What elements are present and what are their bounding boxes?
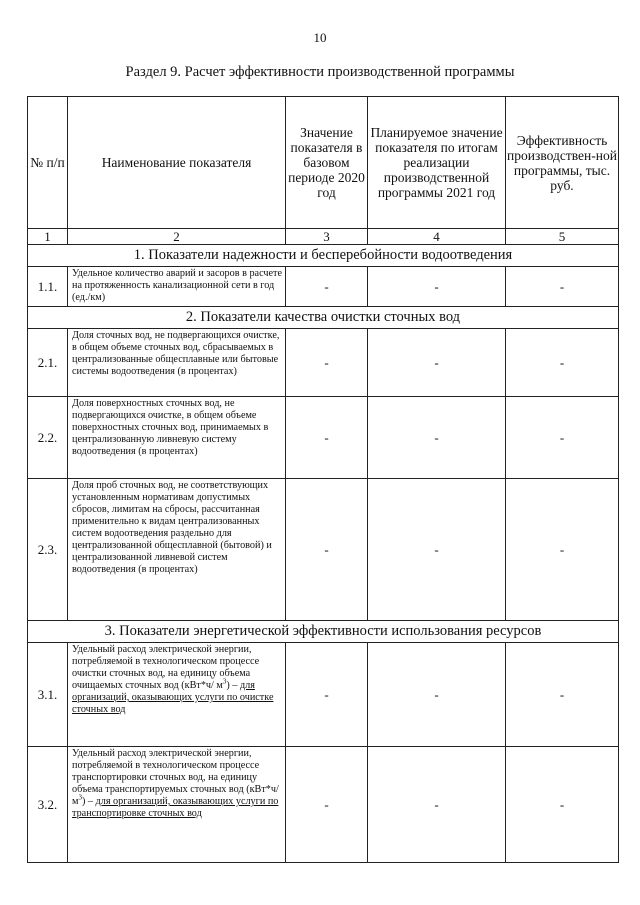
table-row [28, 479, 619, 621]
column-number: 3 [286, 229, 368, 245]
planned-value: - [368, 643, 506, 747]
column-number: 5 [506, 229, 619, 245]
section-heading-row [28, 621, 619, 643]
header-efficiency: Эффективность производствен-ной программы, тыс. руб. [506, 97, 619, 229]
indicator-name: Доля поверхностных сточных вод, не подвергающихся очистке, в общем объеме поверхностных сточных вод, принимаемых в централизованную ливневую систему водоотведения (в процентах) [68, 397, 286, 479]
row-number: 1.1. [28, 267, 68, 307]
planned-value: - [368, 267, 506, 307]
efficiency-value: - [506, 397, 619, 479]
row-number: 2.1. [28, 329, 68, 397]
base-value: - [286, 747, 368, 863]
efficiency-value: - [506, 479, 619, 621]
table-row [28, 267, 619, 307]
indicator-name: Доля проб сточных вод, не соответствующих установленным нормативам допустимых сбросов, лимитам на сбросы, рассчитанная применительно к видам централизованных систем водоотведения раздельно для централизованной общесплавной (бытовой) и централизованной ливневой систем водоотведения (в процентах) [68, 479, 286, 621]
efficiency-table [27, 96, 619, 863]
base-value: - [286, 329, 368, 397]
row-number: 2.3. [28, 479, 68, 621]
table-row [28, 643, 619, 747]
efficiency-value: - [506, 267, 619, 307]
indicator-text: Удельный расход электрической энергии, потребляемой в технологическом процессе транспортировки сточных вод, на единицу объема транспортируемых сточных вод (кВт*ч/ м [72, 748, 279, 807]
page-number: 10 [313, 30, 327, 45]
section-title: Раздел 9. Расчет эффективности производственной программы [125, 64, 515, 80]
column-number-row [28, 229, 619, 245]
efficiency-value: - [506, 329, 619, 397]
indicator-name [68, 747, 286, 863]
indicator-name: Доля сточных вод, не подвергающихся очистке, в общем объеме сточных вод, сбрасываемых в централизованные общесплавные или бытовые системы водоотведения (в процентах) [68, 329, 286, 397]
planned-value: - [368, 397, 506, 479]
base-value: - [286, 267, 368, 307]
base-value: - [286, 643, 368, 747]
efficiency-value: - [506, 747, 619, 863]
efficiency-value: - [506, 643, 619, 747]
base-value: - [286, 479, 368, 621]
header-base-value: Значение показателя в базовом периоде 2020 год [286, 97, 368, 229]
planned-value: - [368, 329, 506, 397]
planned-value: - [368, 747, 506, 863]
row-number: 3.1. [28, 643, 68, 747]
section-heading: 2. Показатели качества очистки сточных вод [28, 307, 619, 329]
indicator-qualifier: для организаций, оказывающих услуги по транспортировке сточных вод [72, 796, 279, 819]
indicator-text: ) – [226, 680, 240, 691]
section-heading: 3. Показатели энергетической эффективности использования ресурсов [28, 621, 619, 643]
table-header-row [28, 97, 619, 229]
header-indicator-name: Наименование показателя [68, 97, 286, 229]
indicator-qualifier: для организаций, оказывающих услуги по очистке сточных вод [72, 680, 274, 715]
row-number: 2.2. [28, 397, 68, 479]
indicator-name [68, 643, 286, 747]
table-row [28, 747, 619, 863]
row-number: 3.2. [28, 747, 68, 863]
section-heading-row [28, 307, 619, 329]
superscript: 3 [222, 677, 227, 686]
header-number: № п/п [28, 97, 68, 229]
superscript: 3 [78, 793, 82, 802]
indicator-name: Удельное количество аварий и засоров в расчете на протяженность канализационной сети в год (ед./км) [68, 267, 286, 307]
section-heading-row [28, 245, 619, 267]
indicator-text: Удельный расход электрической энергии, потребляемой в технологическом процессе очистки сточных вод, на единицу объема очищаемых сточных вод (кВт*ч/ м [72, 644, 260, 691]
table-row [28, 397, 619, 479]
column-number: 2 [68, 229, 286, 245]
header-planned-value: Планируемое значение показателя по итогам реализации производственной программы 2021 год [368, 97, 506, 229]
indicator-text: ) – [81, 796, 96, 807]
column-number: 1 [28, 229, 68, 245]
column-number: 4 [368, 229, 506, 245]
planned-value: - [368, 479, 506, 621]
section-heading: 1. Показатели надежности и бесперебойности водоотведения [28, 245, 619, 267]
table-row [28, 329, 619, 397]
base-value: - [286, 397, 368, 479]
